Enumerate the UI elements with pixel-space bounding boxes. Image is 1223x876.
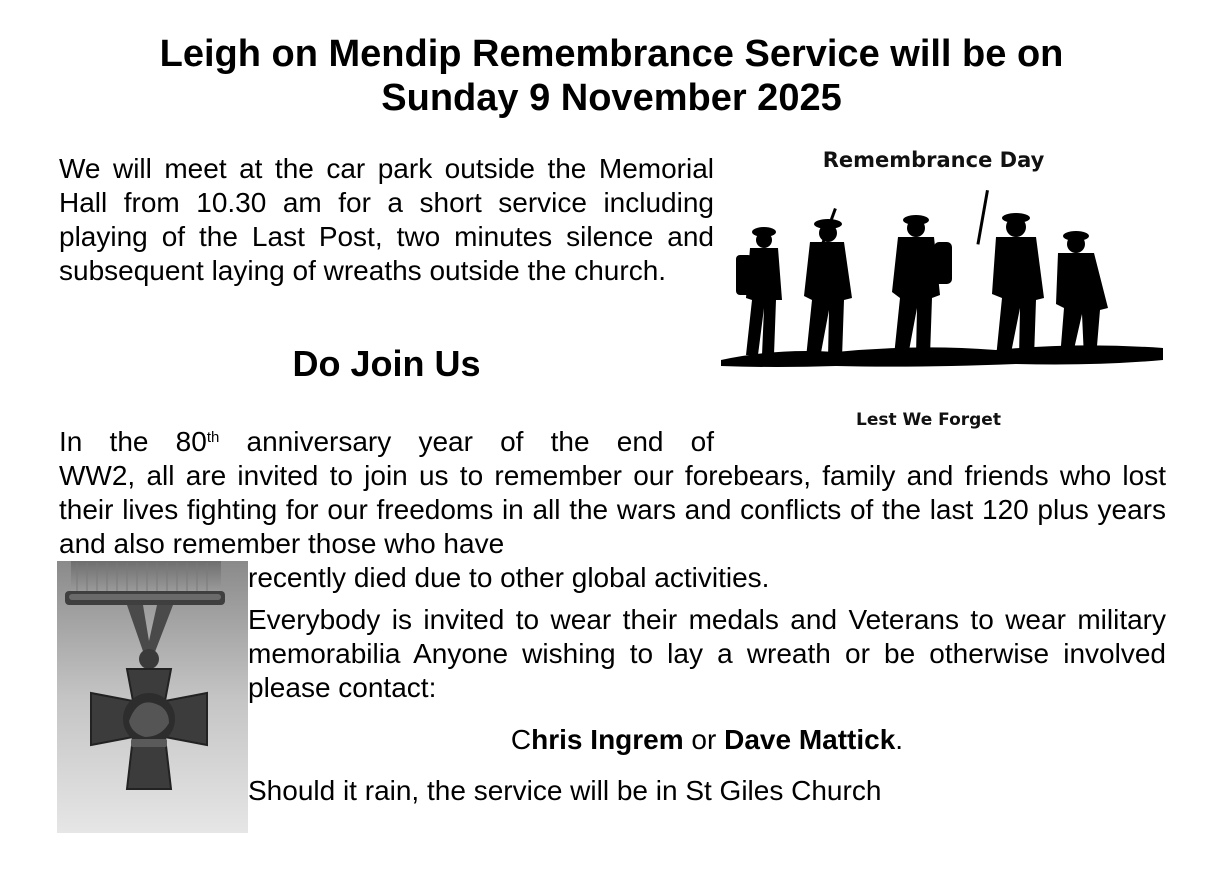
anniversary-first-line: [59, 425, 714, 459]
contact-period: .: [895, 724, 904, 755]
intro-paragraph: We will meet at the car park outside the Memorial Hall from 10.30 am for a short service including playing of the Last Post, two minutes silence and subsequent laying of wreaths outside the church.: [59, 153, 714, 286]
title-line-1: Leigh on Mendip Remembrance Service will be on: [159, 33, 1064, 75]
image-caption: Lest We Forget: [856, 410, 1001, 430]
contact-initial: C: [510, 724, 532, 755]
page-title: [0, 32, 1223, 120]
rain-note: Should it rain, the service will be in St Giles Church: [248, 775, 882, 806]
anniversary-start: In the 80: [59, 426, 207, 457]
anniversary-last-line: recently died due to other global activities.: [248, 562, 770, 593]
contact-names: [248, 723, 1166, 757]
image-title: Remembrance Day: [822, 148, 1045, 172]
soldier-silhouettes-icon: [716, 180, 1171, 410]
victoria-cross-medal-icon: [57, 561, 248, 833]
contact-name-1: hris Ingrem: [531, 724, 684, 755]
remembrance-day-image: [716, 140, 1171, 440]
contact-or: or: [683, 724, 725, 755]
anniversary-end: anniversary year of the end of: [219, 426, 715, 457]
ordinal-suffix: th: [206, 429, 220, 446]
contact-name-2: Dave Mattick: [724, 724, 896, 755]
anniversary-paragraph: WW2, all are invited to join us to remember our forebears, family and friends who lost their lives fighting for our freedoms in all the wars and conflicts of the last 120 plus years and also remember those who have: [59, 460, 1166, 559]
join-heading: Do Join Us: [292, 343, 481, 384]
medals-paragraph: Everybody is invited to wear their medals and Veterans to wear military memorabilia Anyone wishing to lay a wreath or be otherwise involved please contact:: [248, 604, 1166, 703]
title-line-2: Sunday 9 November 2025: [381, 77, 842, 119]
